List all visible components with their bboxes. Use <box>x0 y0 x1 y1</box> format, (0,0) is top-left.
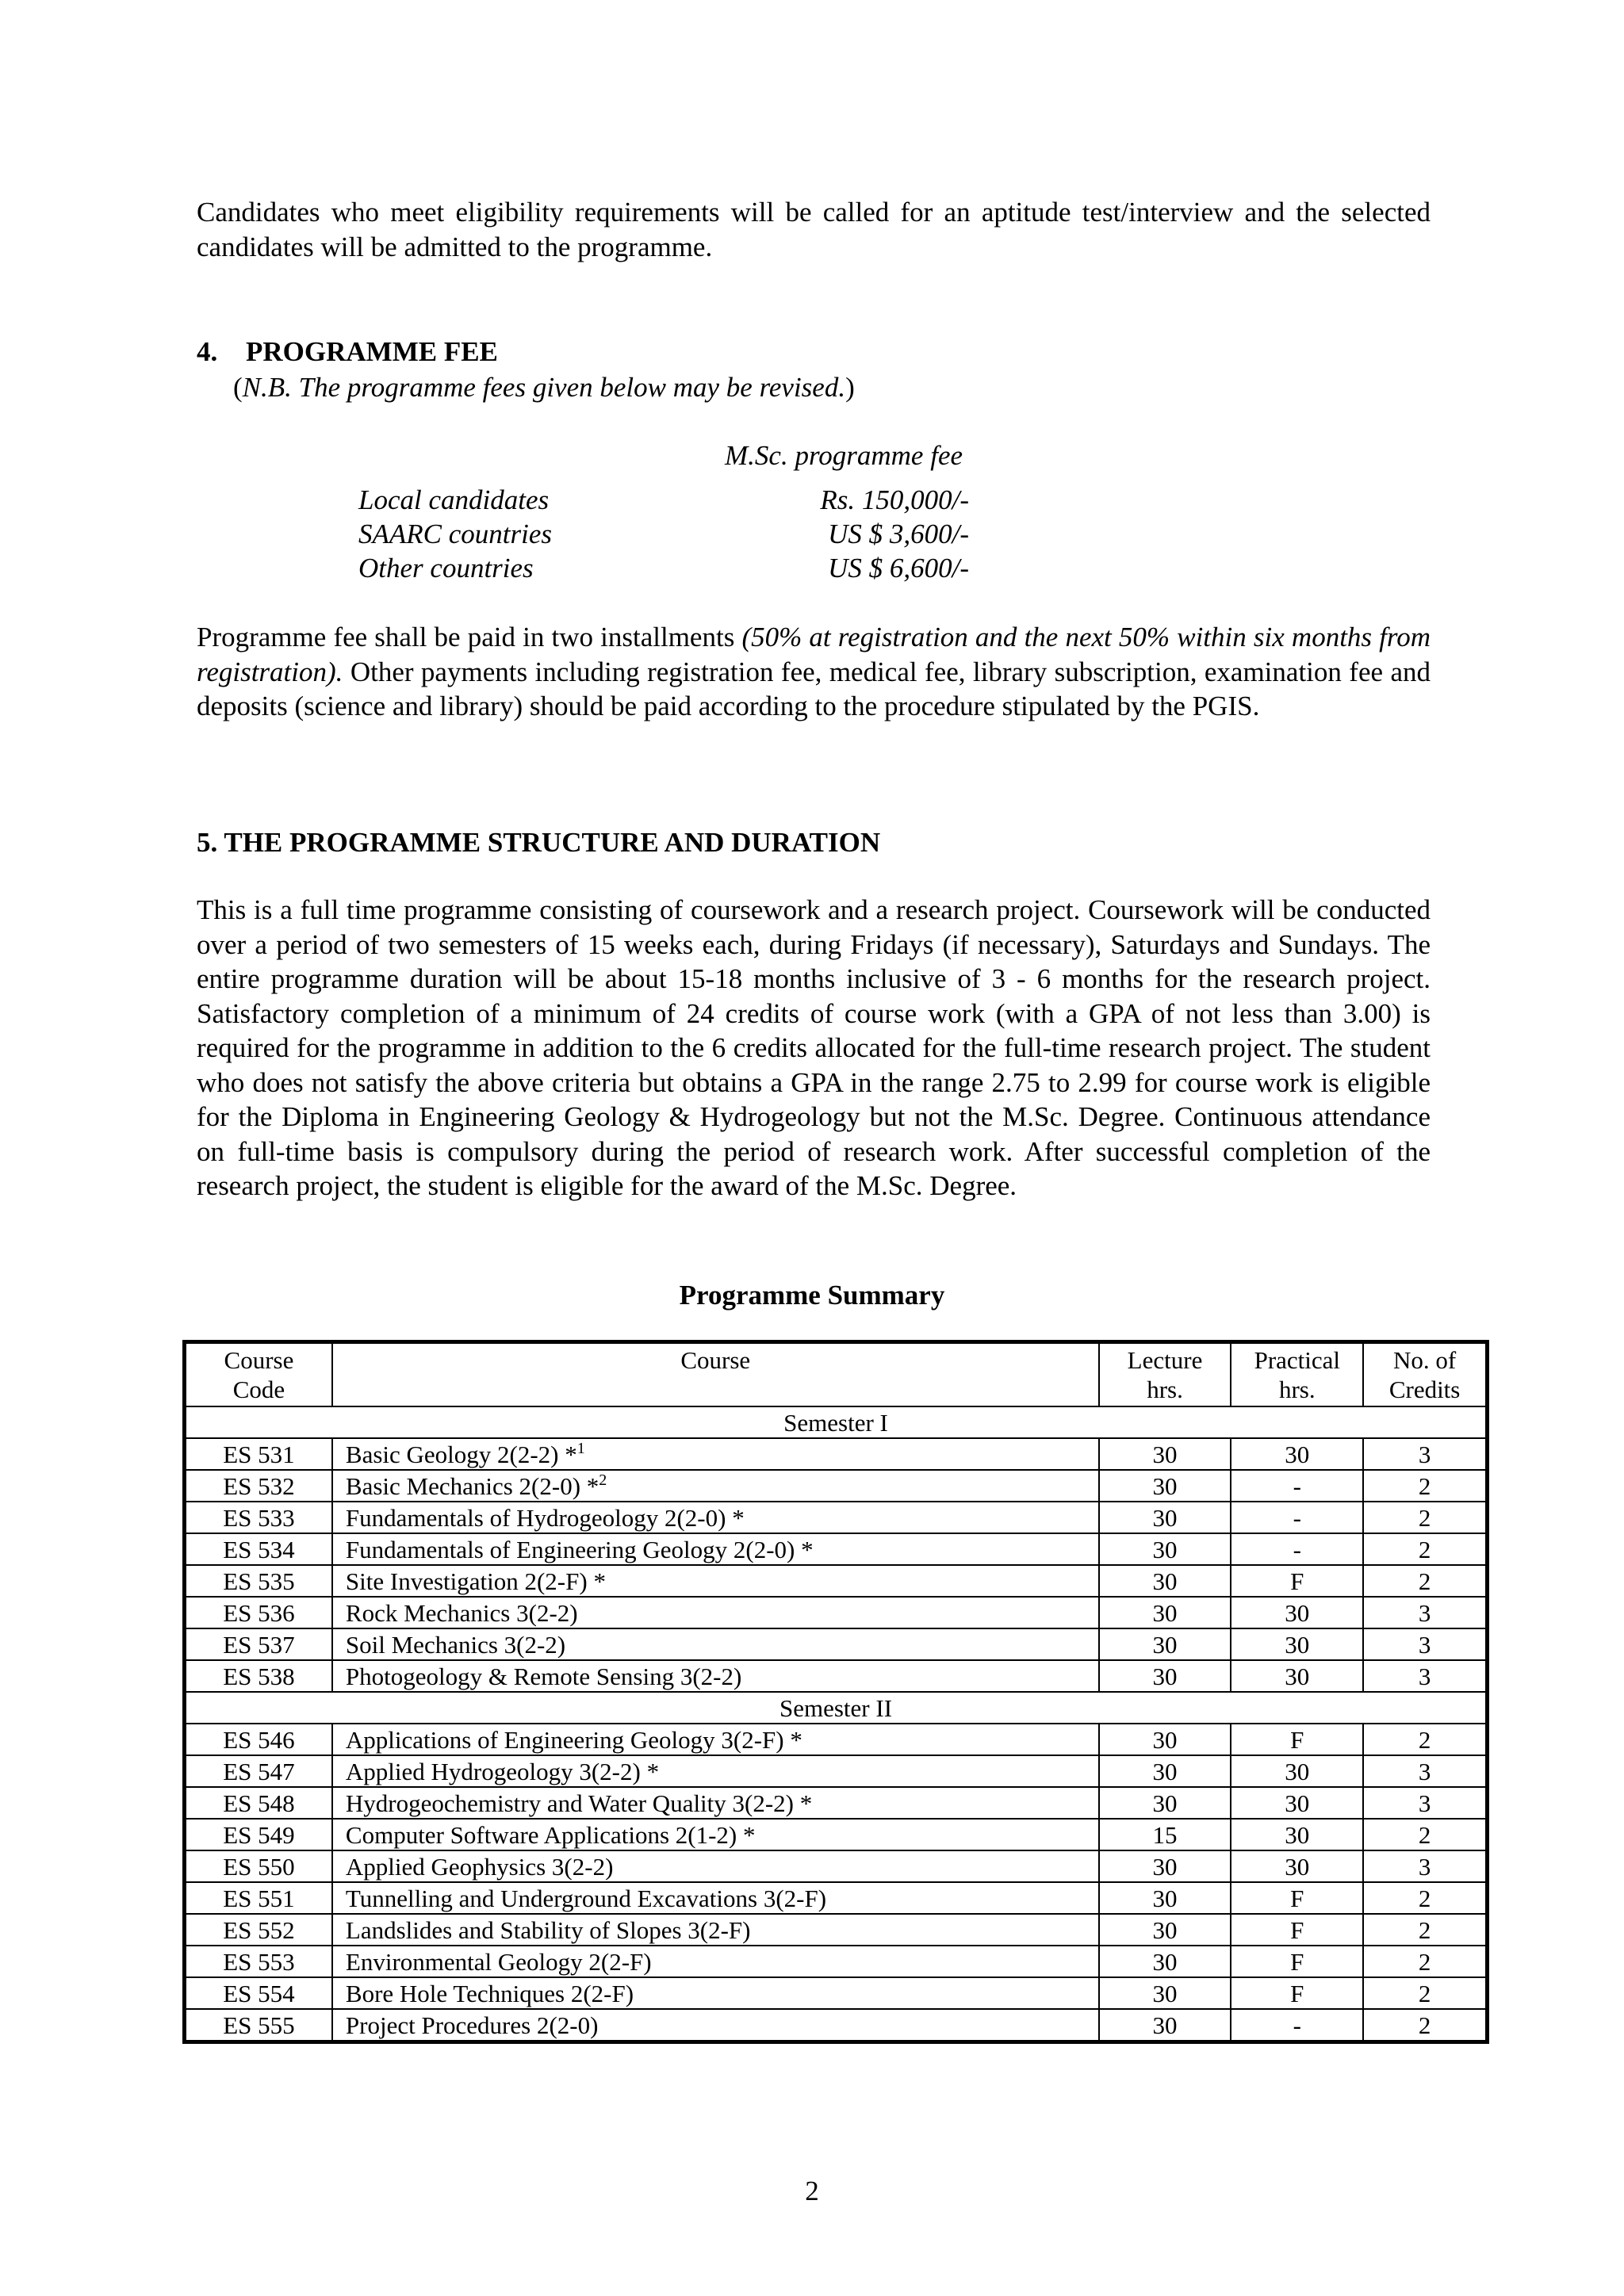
practical-hrs-cell: F <box>1231 1724 1363 1755</box>
semester-label: Semester I <box>185 1406 1488 1438</box>
table-row <box>185 1787 1488 1819</box>
table-row <box>185 1597 1488 1628</box>
course-code-cell: ES 534 <box>185 1533 332 1565</box>
lecture-hrs-cell: 30 <box>1099 1533 1231 1565</box>
header-lecture-hrs: Lecture hrs. <box>1099 1342 1231 1407</box>
lecture-hrs-cell: 15 <box>1099 1819 1231 1850</box>
lecture-hrs-cell: 30 <box>1099 1565 1231 1597</box>
practical-hrs-cell: - <box>1231 1533 1363 1565</box>
programme-summary-title: Programme Summary <box>679 1280 945 1311</box>
credits-cell: 3 <box>1363 1597 1487 1628</box>
credits-cell: 2 <box>1363 1533 1487 1565</box>
table-row <box>185 1724 1488 1755</box>
practical-hrs-cell: 30 <box>1231 1660 1363 1692</box>
practical-hrs-cell: - <box>1231 1470 1363 1502</box>
credits-cell: 3 <box>1363 1850 1487 1882</box>
lecture-hrs-cell: 30 <box>1099 1660 1231 1692</box>
header-course: Course <box>332 1342 1099 1407</box>
table-row <box>185 1502 1488 1533</box>
lecture-hrs-cell: 30 <box>1099 1724 1231 1755</box>
section-5-heading: 5. THE PROGRAMME STRUCTURE AND DURATION <box>197 827 881 858</box>
course-name-cell: Hydrogeochemistry and Water Quality 3(2-2) * <box>332 1787 1099 1819</box>
table-row <box>185 1914 1488 1946</box>
credits-cell: 2 <box>1363 1882 1487 1914</box>
credits-cell: 2 <box>1363 1724 1487 1755</box>
lecture-hrs-cell: 30 <box>1099 2009 1231 2042</box>
course-name-cell: Bore Hole Techniques 2(2-F) <box>332 1977 1099 2009</box>
practical-hrs-cell: 30 <box>1231 1755 1363 1787</box>
semester-label: Semester II <box>185 1692 1488 1724</box>
table-row <box>185 1565 1488 1597</box>
table-row <box>185 1438 1488 1470</box>
table-row <box>185 1755 1488 1787</box>
table-body <box>185 1406 1488 2042</box>
table-row <box>185 1850 1488 1882</box>
programme-summary-table <box>182 1340 1489 2044</box>
section-4-heading <box>197 335 1431 369</box>
fee-value: US $ 3,600/- <box>828 519 969 549</box>
section-4-number: 4. <box>197 336 218 367</box>
lecture-hrs-cell: 30 <box>1099 1977 1231 2009</box>
table-row <box>185 1533 1488 1565</box>
practical-hrs-cell: F <box>1231 1946 1363 1977</box>
payment-paragraph: Programme fee shall be paid in two installments (50% at registration and the next 50% within six months from registration). Other payments including registration fee, medical fee, library subscription, examination fee and deposits (science and library) should be paid according to the procedure stipulated by the PGIS. <box>197 622 1431 721</box>
practical-hrs-cell: 30 <box>1231 1597 1363 1628</box>
lecture-hrs-cell: 30 <box>1099 1755 1231 1787</box>
credits-cell: 3 <box>1363 1755 1487 1787</box>
course-code-cell: ES 555 <box>185 2009 332 2042</box>
course-name-cell: Applications of Engineering Geology 3(2-F) * <box>332 1724 1099 1755</box>
practical-hrs-cell: F <box>1231 1565 1363 1597</box>
course-name-cell: Fundamentals of Hydrogeology 2(2-0) * <box>332 1502 1099 1533</box>
credits-cell: 2 <box>1363 2009 1487 2042</box>
course-code-cell: ES 535 <box>185 1565 332 1597</box>
lecture-hrs-cell: 30 <box>1099 1914 1231 1946</box>
credits-cell: 2 <box>1363 1914 1487 1946</box>
course-code-cell: ES 531 <box>185 1438 332 1470</box>
credits-cell: 3 <box>1363 1438 1487 1470</box>
table-header-row <box>185 1342 1488 1407</box>
fee-revision-note: (N.B. The programme fees given below may be revised.) <box>233 372 855 403</box>
credits-cell: 3 <box>1363 1787 1487 1819</box>
practical-hrs-cell: F <box>1231 1882 1363 1914</box>
practical-hrs-cell: F <box>1231 1914 1363 1946</box>
lecture-hrs-cell: 30 <box>1099 1787 1231 1819</box>
fee-value: Rs. 150,000/- <box>820 484 969 515</box>
course-code-cell: ES 549 <box>185 1819 332 1850</box>
lecture-hrs-cell: 30 <box>1099 1502 1231 1533</box>
course-name-cell: Computer Software Applications 2(1-2) * <box>332 1819 1099 1850</box>
lecture-hrs-cell: 30 <box>1099 1882 1231 1914</box>
page-number: 2 <box>805 2175 819 2206</box>
course-name-cell: Environmental Geology 2(2-F) <box>332 1946 1099 1977</box>
course-name-cell: Site Investigation 2(2-F) * <box>332 1565 1099 1597</box>
table-row <box>185 1977 1488 2009</box>
course-name-cell: Rock Mechanics 3(2-2) <box>332 1597 1099 1628</box>
table-row <box>185 1882 1488 1914</box>
course-code-cell: ES 551 <box>185 1882 332 1914</box>
semester-row <box>185 1406 1488 1438</box>
course-name-cell: Applied Hydrogeology 3(2-2) * <box>332 1755 1099 1787</box>
course-code-cell: ES 553 <box>185 1946 332 1977</box>
table-row <box>185 1470 1488 1502</box>
lecture-hrs-cell: 30 <box>1099 1850 1231 1882</box>
course-code-cell: ES 532 <box>185 1470 332 1502</box>
table-row <box>185 1628 1488 1660</box>
lecture-hrs-cell: 30 <box>1099 1946 1231 1977</box>
course-name-cell: Soil Mechanics 3(2-2) <box>332 1628 1099 1660</box>
credits-cell: 2 <box>1363 1565 1487 1597</box>
course-code-cell: ES 546 <box>185 1724 332 1755</box>
course-code-cell: ES 547 <box>185 1755 332 1787</box>
course-code-cell: ES 537 <box>185 1628 332 1660</box>
fee-value: US $ 6,600/- <box>828 553 969 584</box>
fee-label: SAARC countries <box>358 519 552 549</box>
course-code-cell: ES 554 <box>185 1977 332 2009</box>
practical-hrs-cell: - <box>1231 2009 1363 2042</box>
lecture-hrs-cell: 30 <box>1099 1597 1231 1628</box>
course-code-cell: ES 552 <box>185 1914 332 1946</box>
eligibility-paragraph: Candidates who meet eligibility requirements will be called for an aptitude test/interview and the selected candidates will be admitted to the programme. <box>197 197 1431 262</box>
course-code-cell: ES 536 <box>185 1597 332 1628</box>
practical-hrs-cell: - <box>1231 1502 1363 1533</box>
fee-column-header: M.Sc. programme fee <box>725 440 963 471</box>
course-name-cell: Applied Geophysics 3(2-2) <box>332 1850 1099 1882</box>
header-credits: No. of Credits <box>1363 1342 1487 1407</box>
lecture-hrs-cell: 30 <box>1099 1470 1231 1502</box>
practical-hrs-cell: 30 <box>1231 1819 1363 1850</box>
practical-hrs-cell: F <box>1231 1977 1363 2009</box>
course-name-cell: Fundamentals of Engineering Geology 2(2-0) * <box>332 1533 1099 1565</box>
practical-hrs-cell: 30 <box>1231 1850 1363 1882</box>
course-name-cell: Photogeology & Remote Sensing 3(2-2) <box>332 1660 1099 1692</box>
lecture-hrs-cell: 30 <box>1099 1438 1231 1470</box>
table-row <box>185 2009 1488 2042</box>
course-code-cell: ES 533 <box>185 1502 332 1533</box>
table-row <box>185 1660 1488 1692</box>
footnote-marker: 2 <box>599 1471 607 1489</box>
table-row <box>185 1819 1488 1850</box>
practical-hrs-cell: 30 <box>1231 1628 1363 1660</box>
footnote-marker: 1 <box>576 1439 585 1457</box>
course-name-cell: Project Procedures 2(2-0) <box>332 2009 1099 2042</box>
course-name-cell: Landslides and Stability of Slopes 3(2-F) <box>332 1914 1099 1946</box>
credits-cell: 2 <box>1363 1502 1487 1533</box>
credits-cell: 3 <box>1363 1660 1487 1692</box>
structure-paragraph: This is a full time programme consisting of coursework and a research project. Coursework will be conducted over a period of two semesters of 15 weeks each, during Fridays (if necessary), Saturdays and Sundays. The entire programme duration will be about 15-18 months inclusive of 3 - 6 months for the research project. Satisfactory completion of a minimum of 24 credits of course work (with a GPA of not less than 3.00) is required for the programme in addition to the 6 credits allocated for the full-time research project. The student who does not satisfy the above criteria but obtains a GPA in the range 2.75 to 2.99 for course work is eligible for the Diploma in Engineering Geology & Hydrogeology but not the M.Sc. Degree. Continuous attendance on full-time basis is compulsory during the period of research work. After successful completion of the research project, the student is eligible for the award of the M.Sc. Degree. <box>197 894 1431 1201</box>
course-name-cell: Tunnelling and Underground Excavations 3(2-F) <box>332 1882 1099 1914</box>
table-row <box>185 1946 1488 1977</box>
credits-cell: 2 <box>1363 1977 1487 2009</box>
course-code-cell: ES 550 <box>185 1850 332 1882</box>
course-name-cell: Basic Geology 2(2-2) *$^1$ <box>332 1438 1099 1470</box>
lecture-hrs-cell: 30 <box>1099 1628 1231 1660</box>
practical-hrs-cell: 30 <box>1231 1438 1363 1470</box>
header-course-code: Course Code <box>185 1342 332 1407</box>
practical-hrs-cell: 30 <box>1231 1787 1363 1819</box>
course-code-cell: ES 548 <box>185 1787 332 1819</box>
course-name-cell: Basic Mechanics 2(2-0) *$^2$ <box>332 1470 1099 1502</box>
course-code-cell: ES 538 <box>185 1660 332 1692</box>
credits-cell: 2 <box>1363 1946 1487 1977</box>
credits-cell: 3 <box>1363 1628 1487 1660</box>
credits-cell: 2 <box>1363 1819 1487 1850</box>
credits-cell: 2 <box>1363 1470 1487 1502</box>
fee-label: Local candidates <box>358 484 550 515</box>
fee-note-text: N.B. The programme fees given below may be revised. <box>242 372 846 403</box>
installment-terms: (50% at registration and the next 50% within six months from registration). <box>197 622 1431 687</box>
section-4-title: PROGRAMME FEE <box>246 336 498 367</box>
header-practical-hrs: Practical hrs. <box>1231 1342 1363 1407</box>
semester-row <box>185 1692 1488 1724</box>
fee-label: Other countries <box>358 553 534 584</box>
